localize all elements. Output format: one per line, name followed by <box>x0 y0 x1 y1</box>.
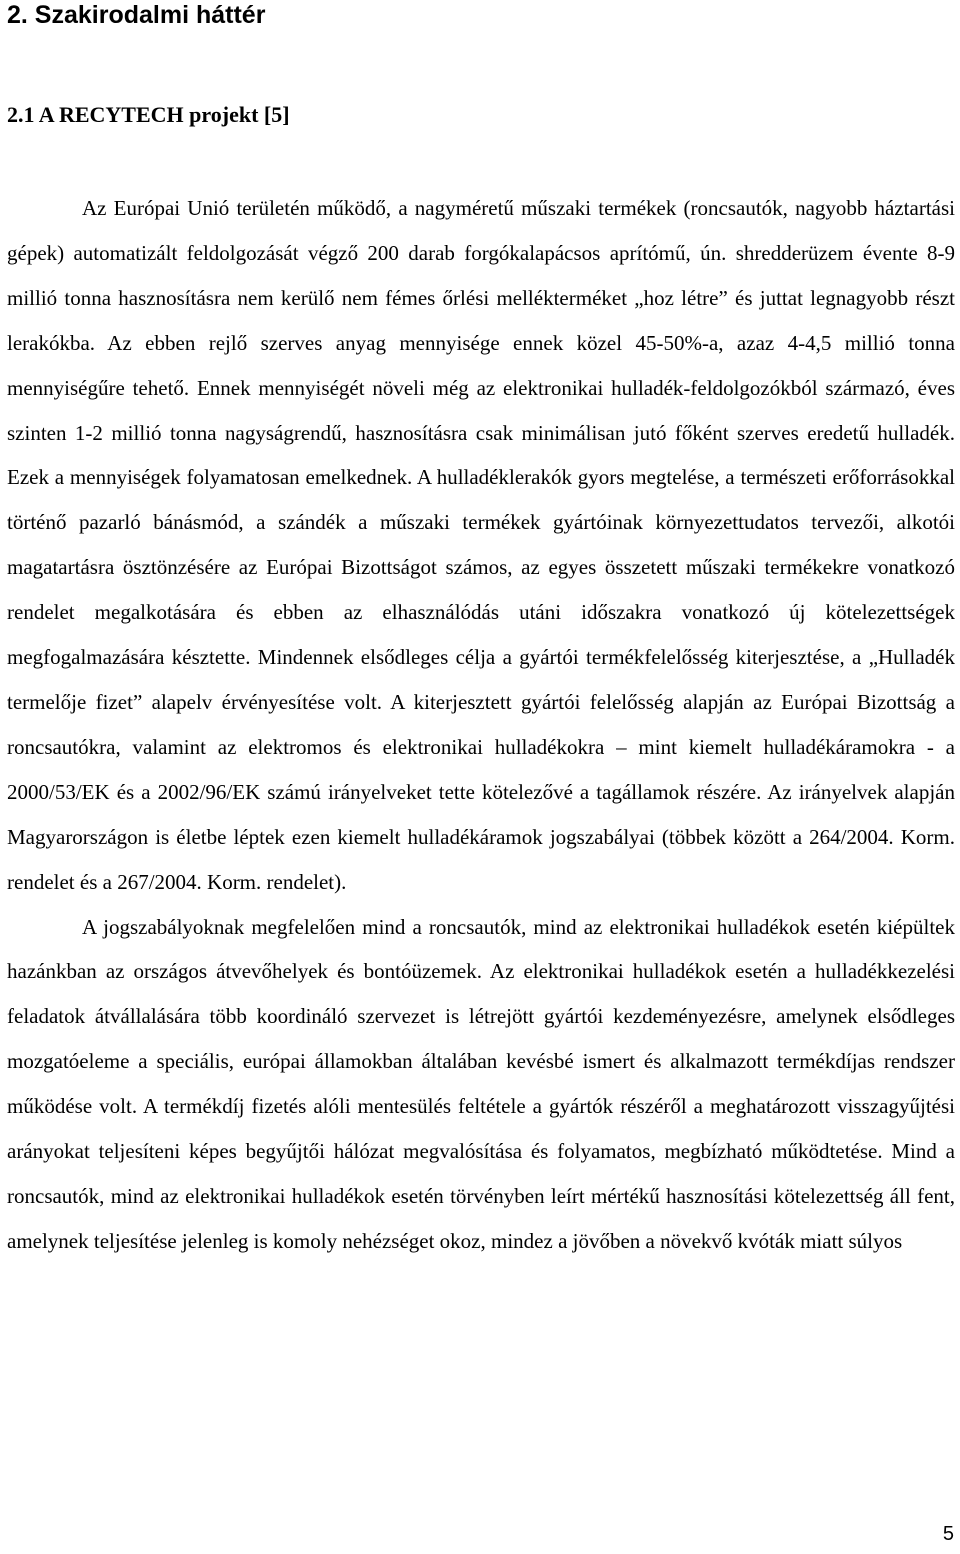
page-number: 5 <box>942 1523 954 1545</box>
paragraph: Az Európai Unió területén működő, a nagyméretű műszaki termékek (roncsautók, nagyobb háztartási gépek) automatizált feldolgozását végző 200 darab forgókalapácsos aprítómű, ún. shredderüzem évente 8-9 millió tonna hasznosításra nem kerülő nem fémes őrlési mellékterméket „hoz létre” és juttat legnagyobb részt lerakókba. Az ebben rejlő szerves anyag mennyisége ennek közel 45-50%-a, azaz 4-4,5 millió tonna mennyiségűre tehető. Ennek mennyiségét növeli még az elektronikai hulladék-feldolgozókból származó, éves szinten 1-2 millió tonna nagyságrendű, hasznosításra csak minimálisan jutó főként szerves eredetű hulladék. Ezek a mennyiségek folyamatosan emelkednek. A hulladéklerakók gyors megtelése, a természeti erőforrásokkal történő pazarló bánásmód, a szándék a műszaki termékek gyártóinak környezettudatos tervezői, alkotói magatartásra ösztönzésére az Európai Bizottságot számos, az egyes összetett műszaki termékekre vonatkozó rendelet megalkotására és ebben az elhasználódás utáni időszakra vonatkozó új kötelezettségek megfogalmazására késztette. Mindennek elsődleges célja a gyártói termékfelelősség kiterjesztése, a „Hulladék termelője fizet” alapelv érvényesítése volt. A kiterjesztett gyártói felelősség alapján az Európai Bizottság a roncsautókra, valamint az elektromos és elektronikai hulladékokra – mint kiemelt hulladékáramokra - a 2000/53/EK és a 2002/96/EK számú irányelveket tette kötelezővé a tagállamok részére. Az irányelvek alapján Magyarországon is életbe léptek ezen kiemelt hulladékáramok jogszabályai (többek között a 264/2004. Korm. rendelet és a 267/2004. Korm. rendelet). <box>7 196 955 894</box>
paragraph: A jogszabályoknak megfelelően mind a roncsautók, mind az elektronikai hulladékok esetén kiépültek hazánkban az országos átvevőhelyek és bontóüzemek. Az elektronikai hulladékok esetén a hulladékkezelési feladatok átvállalására több koordináló szervezet is létrejött gyártói kezdeményezésre, amelynek elsődleges mozgatóeleme a speciális, európai államokban általában kevésbé ismert és alkalmazott termékdíjas rendszer működése volt. A termékdíj fizetés alóli mentesülés feltétele a gyártók részéről a meghatározott visszagyűjtési arányokat teljesíteni képes begyűjtői hálózat megvalósítása és folyamatos, megbízható működtetése. Mind a roncsautók, mind az elektronikai hulladékok esetén törvényben leírt mértékű hasznosítási kötelezettség áll fent, amelynek teljesítése jelenleg is komoly nehézséget okoz, mindez a jövőben a növekvő kvóták miatt súlyos <box>7 914 955 1253</box>
chapter-heading: 2. Szakirodalmi háttér <box>7 1 266 29</box>
section-heading: 2.1 A RECYTECH projekt [5] <box>7 102 290 127</box>
body-text <box>7 186 955 1264</box>
